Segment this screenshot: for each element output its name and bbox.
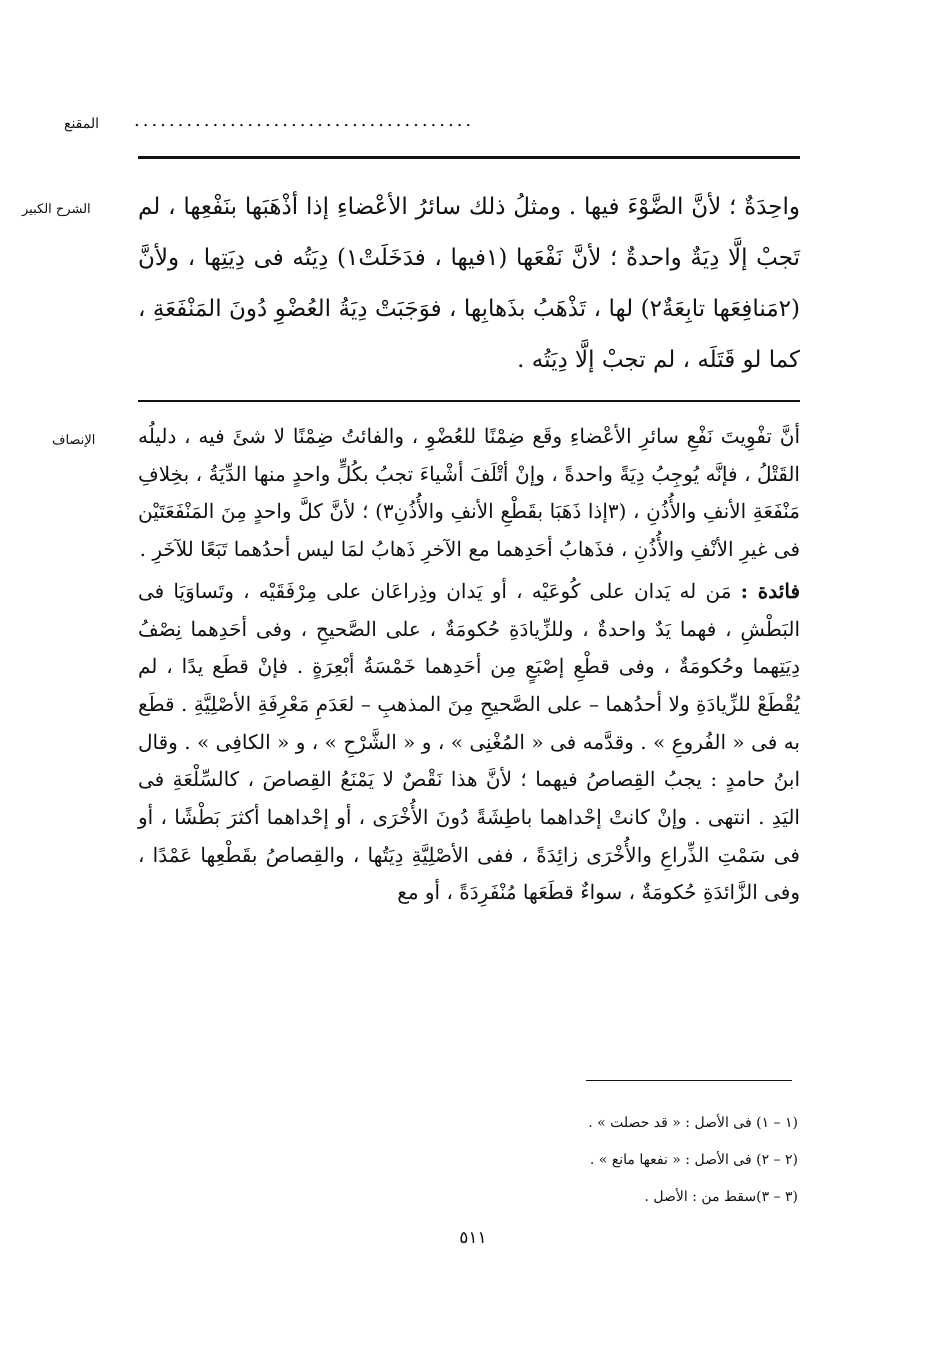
footnote-3: (٣ – ٣)سقط من : الأصل . (644, 1189, 798, 1205)
side-label-sharh: الشرح الكبير (22, 202, 91, 217)
sharh-paragraph: واحِدَةٌ ؛ لأنَّ الضَّوْءَ فيها . ومثلُ ذلك سائرُ الأعْضاءِ إذا أذْهَبَها بنَفْعِها ، لم تَجبْ إلَّا دِيَةٌ واحدةٌ ؛ لأنَّ نَفْعَها (١فيها ، فدَخَلَتْ١) دِيَتُه فى دِيَتِها ، ولأنَّ (٢مَنافِعَها تابِعَةٌ٢) لها ، تَذْهَبُ بذَهابِها ، فوَجَبَتْ دِيَةُ العُضْوِ دُونَ المَنْفَعَةِ ، كما لو قَتَلَه ، لم تجبْ إلَّا دِيَتُه . (138, 194, 800, 373)
faida-text: مَن له يَدان على كُوعَيْه ، أو يَدان وذِراعَان على مِرْفَقَيْه ، وتَساوَيَا فى البَطْشِ ، فهما يَدٌ واحدةٌ ، وللزِّيادَةِ حُكومَةٌ ، على الصَّحيحِ ، وفى أحَدِهما نِصْفُ دِيَتِهما وحُكومَةٌ ، وفى قطْعِ إصْبَعٍ مِن أحَدِهما خَمْسَةُ أبْعِرَةٍ . فإنْ قطَع يدًا ، لم يُقْطَعْ للزِّيادَةِ ولا أحدُهما – على الصَّحيحِ مِنَ المذهبِ – لعَدَمِ مَعْرِفَةِ الأصْلِيَّةِ . قطَع به فى « الفُروعِ » . وقدَّمه فى « المُغْنِى » ، و « الشَّرْحِ » ، و « الكافِى » . وقال ابنُ حامدٍ : يجبُ القِصاصُ فيهما ؛ لأنَّ هذا نَقْصٌ لا يَمْنَعُ القِصاصَ ، كالسِّلْعَةِ فى اليَدِ . انتهى . وإنْ كانتْ إحْداهما باطِشَةً دُونَ الأُخْرَى ، أو إحْداهما أكثرَ بَطْشًا ، أو فى سَمْتِ الذِّراعِ والأُخْرَى زائِدَةً ، ففى الأصْلِيَّةِ دِيَتُها ، والقِصاصُ بقَطْعِها عَمْدًا ، وفى الزَّائدَةِ حُكومَةٌ ، سواءٌ قطَعَها مُنْفَرِدَةً ، أو مع (138, 578, 800, 905)
sharh-text-block (138, 182, 800, 386)
insaf-text-block (138, 418, 800, 912)
page-number: ٥١١ (459, 1228, 487, 1248)
footnotes (298, 1105, 798, 1216)
section-separator (138, 400, 800, 402)
side-label-insaf: الإنصاف (52, 433, 96, 448)
footnote-2: (٢ – ٢) فى الأصل : « نفعها مانع » . (589, 1152, 798, 1168)
header-rule (138, 156, 800, 159)
header-dotted-leader: ....................................... (134, 110, 475, 131)
insaf-paragraph-1: أنَّ تفْوِيتَ نَفْعِ سائرِ الأعْضاءِ وقَع ضِمْنًا للعُضْوِ ، والفائتُ ضِمْنًا لا شئَ فيه ، دليلُه القَتْلُ ، فإنَّه يُوجِبُ دِيَةً واحدةً ، وإنْ أتْلَفَ أشْياءَ تجبُ بكُلٍّ واحدٍ منها الدِّيَةُ ، بخِلافِ مَنْفَعَةِ الأنفِ والأُذُنِ ، (٣إذا ذَهَبَا بقَطْعِ الأنفِ والأُذُنِ٣) ؛ لأنَّ كلَّ واحدٍ مِنَ المَنْفَعَتَيْن فى غيرِ الأنْفِ والأُذُنِ ، فذَهابُ أحَدِهما مع الآخرِ ذَهابُ لمَا ليس أحدُهما تَبَعًا للآخَرِ . (138, 424, 801, 562)
footnote-rule (586, 1080, 792, 1081)
insaf-paragraph-2 (138, 573, 800, 912)
faida-label: فائدة : (740, 578, 801, 603)
footnote-1: (١ – ١) فى الأصل : « قد حصلت » . (588, 1115, 798, 1131)
book-title: المقنع (64, 116, 100, 132)
